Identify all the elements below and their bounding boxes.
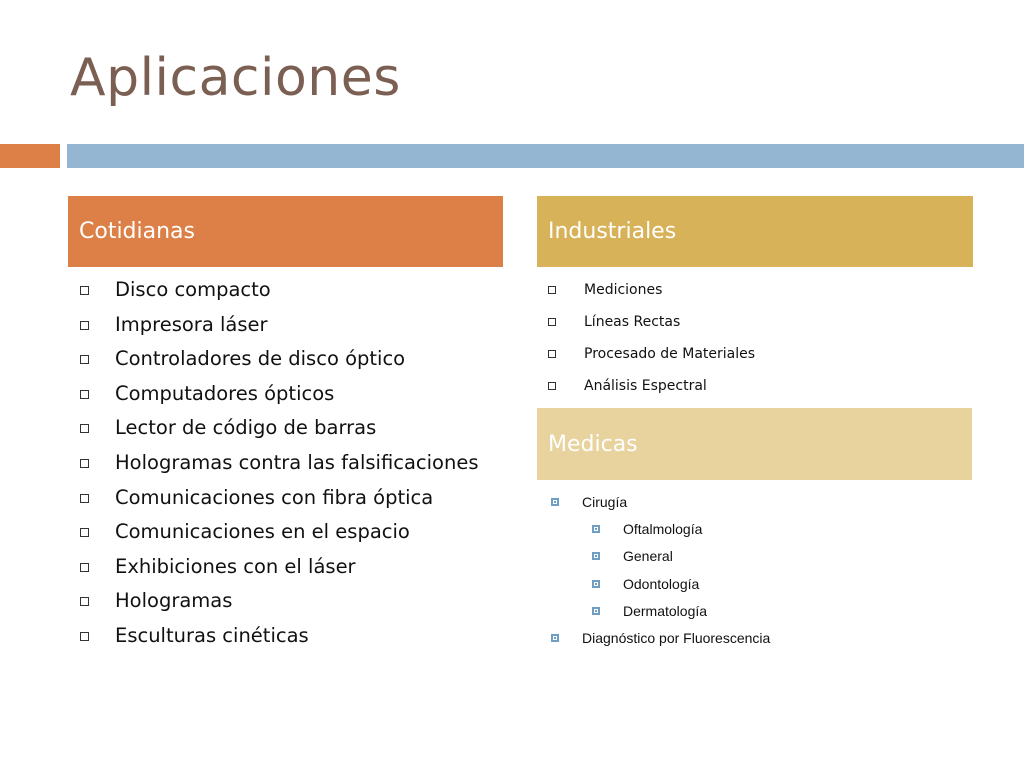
square-bullet-icon [80,286,89,295]
list-item: Mediciones [548,280,755,312]
list-item: Hologramas [80,587,478,622]
industriales-list [548,280,755,408]
slide-title: Aplicaciones [70,48,401,108]
list-item: Impresora láser [80,311,478,346]
blue-square-bullet-icon [551,634,559,642]
list-item: Lector de código de barras [80,414,478,449]
list-item: Esculturas cinéticas [80,622,478,657]
medicas-header-label: Medicas [548,431,638,457]
blue-square-bullet-icon [592,607,600,615]
square-bullet-icon [548,286,556,294]
list-item: Hologramas contra las falsificaciones [80,449,478,484]
list-item: Cirugía [551,491,770,518]
blue-square-bullet-icon [592,580,600,588]
square-bullet-icon [80,494,89,503]
list-item: Análisis Espectral [548,376,755,408]
accent-bar-orange [0,144,60,168]
list-item: Exhibiciones con el láser [80,553,478,588]
square-bullet-icon [80,321,89,330]
cotidianas-header-label: Cotidianas [79,219,196,244]
accent-bar-blue [67,144,1024,168]
list-item: Comunicaciones con fibra óptica [80,484,478,519]
industriales-header-label: Industriales [548,219,677,244]
square-bullet-icon [80,390,89,399]
list-item: Procesado de Materiales [548,344,755,376]
blue-square-bullet-icon [592,525,600,533]
list-item: Comunicaciones en el espacio [80,518,478,553]
cotidianas-header [68,196,503,267]
square-bullet-icon [80,355,89,364]
list-item: Oftalmología [551,518,770,545]
list-item: General [551,545,770,572]
industriales-header [537,196,973,267]
list-item: Computadores ópticos [80,380,478,415]
square-bullet-icon [80,632,89,641]
square-bullet-icon [80,424,89,433]
list-item: Líneas Rectas [548,312,755,344]
medicas-header [537,408,972,480]
list-item: Controladores de disco óptico [80,345,478,380]
medicas-list [551,491,770,654]
square-bullet-icon [80,459,89,468]
square-bullet-icon [548,350,556,358]
list-item: Diagnóstico por Fluorescencia [551,627,770,654]
cotidianas-list [80,276,478,657]
list-item: Dermatología [551,600,770,627]
list-item: Disco compacto [80,276,478,311]
square-bullet-icon [548,382,556,390]
blue-square-bullet-icon [592,552,600,560]
square-bullet-icon [80,563,89,572]
square-bullet-icon [80,597,89,606]
square-bullet-icon [80,528,89,537]
square-bullet-icon [548,318,556,326]
blue-square-bullet-icon [551,498,559,506]
list-item: Odontología [551,573,770,600]
